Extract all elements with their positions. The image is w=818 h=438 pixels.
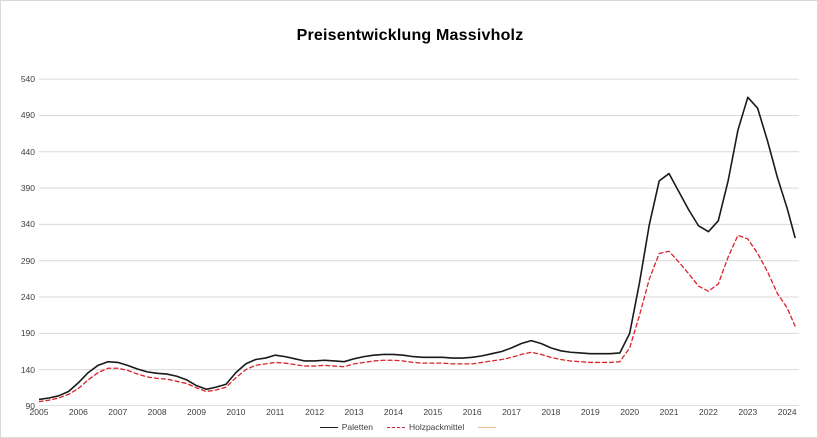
chart-title: Preisentwicklung Massivholz: [296, 27, 524, 44]
legend-entry[interactable]: [478, 427, 500, 428]
x-tick-label: 2007: [108, 407, 128, 417]
y-tick-label: 190: [20, 328, 35, 339]
x-tick-label: 2020: [620, 407, 640, 417]
x-tick-label: 2023: [738, 407, 758, 417]
x-tick-label: 2024: [777, 407, 797, 417]
x-tick-label: 2006: [68, 407, 88, 417]
legend-label: Paletten: [341, 422, 373, 432]
y-tick-label: 290: [20, 255, 35, 266]
data-series-layer: [39, 61, 799, 406]
x-tick-label: 2009: [187, 407, 206, 417]
y-tick-label: 240: [20, 292, 35, 303]
chart-legend: [1, 422, 818, 432]
y-tick-label: 340: [20, 219, 35, 230]
x-tick-label: 2021: [659, 407, 679, 417]
y-tick-label: 90: [25, 401, 35, 411]
x-tick-label: 2014: [383, 407, 403, 417]
y-tick-label: 140: [20, 364, 35, 375]
legend-swatch-icon: [478, 427, 496, 428]
x-tick-label: 2018: [541, 407, 561, 417]
x-tick-label: 2019: [580, 407, 600, 417]
x-axis: [29, 407, 799, 421]
series-line: [39, 97, 795, 399]
legend-swatch-icon: [387, 427, 405, 428]
x-tick-label: 2010: [226, 407, 246, 417]
y-axis: [1, 61, 35, 411]
y-tick-label: 540: [20, 74, 35, 85]
legend-entry[interactable]: [320, 422, 373, 432]
x-tick-label: 2022: [698, 407, 718, 417]
y-tick-label: 440: [20, 146, 35, 157]
x-tick-label: 2011: [266, 407, 285, 417]
x-tick-label: 2012: [305, 407, 325, 417]
x-tick-label: 2008: [147, 407, 167, 417]
x-tick-label: 2005: [29, 407, 49, 417]
legend-swatch-icon: [320, 427, 338, 428]
legend-entry[interactable]: [387, 422, 464, 432]
x-tick-label: 2015: [423, 407, 443, 417]
plot-area: [39, 61, 799, 406]
x-tick-label: 2017: [502, 407, 521, 417]
series-line: [39, 235, 795, 401]
y-tick-label: 490: [20, 110, 35, 121]
x-tick-label: 2013: [344, 407, 364, 417]
y-tick-label: 390: [20, 183, 35, 194]
legend-label: Holzpackmittel: [408, 422, 465, 432]
x-tick-label: 2016: [462, 407, 482, 417]
